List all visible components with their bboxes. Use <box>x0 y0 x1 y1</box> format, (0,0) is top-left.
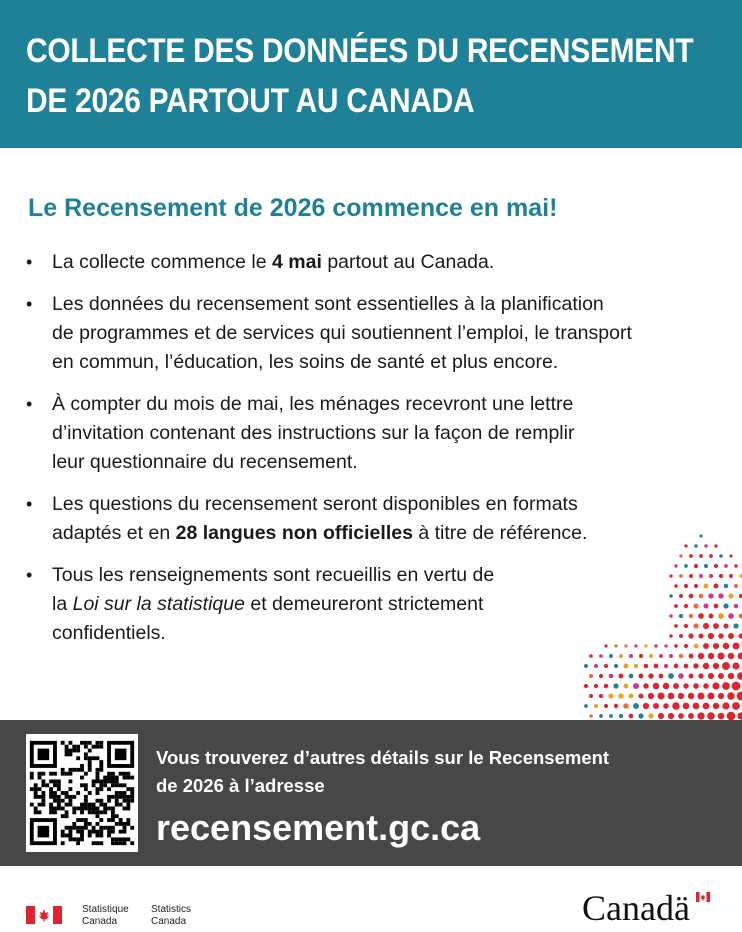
leaf-dot <box>689 554 693 558</box>
bullet-icon: • <box>26 494 33 514</box>
leaf-dot <box>679 574 683 578</box>
leaf-dot <box>688 693 694 699</box>
leaf-dot <box>732 682 741 691</box>
leaf-dot <box>624 684 629 689</box>
leaf-dot <box>723 643 730 650</box>
leaf-dot <box>689 594 694 599</box>
leaf-dot <box>718 713 725 720</box>
leaf-dot <box>589 674 593 678</box>
leaf-dot <box>604 684 609 689</box>
leaf-dot <box>663 683 670 690</box>
leaf-dot <box>674 604 678 608</box>
leaf-dot <box>664 644 667 647</box>
leaf-dot <box>604 664 608 668</box>
leaf-dot <box>733 623 738 628</box>
leaf-dot <box>674 624 678 628</box>
leaf-dot <box>738 633 742 638</box>
leaf-dot <box>729 574 733 578</box>
leaf-dot <box>599 654 603 658</box>
leaf-dot <box>733 643 740 650</box>
leaf-dot <box>683 703 690 710</box>
leaf-dot <box>674 564 678 568</box>
leaf-dot <box>594 684 598 688</box>
leaf-dot <box>679 654 683 658</box>
leaf-dot <box>699 534 702 537</box>
leaf-dot <box>668 713 674 719</box>
leaf-dot <box>703 683 709 689</box>
maple-leaf-dots-graphic <box>580 480 742 720</box>
leaf-dot <box>689 574 693 578</box>
leaf-dot <box>589 694 593 698</box>
leaf-dot <box>664 664 668 668</box>
title-line-1: COLLECTE DES DONNÉES DU RECENSEMENT <box>26 32 694 70</box>
law-name: Loi sur la statistique <box>72 593 245 615</box>
leaf-dot <box>669 594 672 597</box>
leaf-dot <box>684 584 688 588</box>
leaf-dot <box>609 654 613 658</box>
leaf-dot <box>727 712 736 720</box>
list-item-line: adaptés et en 28 langues non officielles à titre de référence. <box>52 522 588 544</box>
info-line-1: Vous trouverez d’autres détails sur le Recensement <box>156 747 610 768</box>
leaf-dot <box>703 663 709 669</box>
leaf-dot <box>584 684 588 688</box>
leaf-dot <box>644 664 648 668</box>
leaf-dot <box>684 664 689 669</box>
bullet-icon: • <box>26 565 33 585</box>
leaf-dot <box>639 674 644 679</box>
info-line-2: de 2026 à l’adresse <box>156 775 325 796</box>
leaf-dot <box>704 544 707 547</box>
leaf-dot <box>707 712 715 720</box>
leaf-dot <box>663 703 669 709</box>
leaf-dot <box>708 593 713 598</box>
leaf-dot <box>704 564 708 568</box>
leaf-dot <box>698 613 704 619</box>
leaf-dot <box>668 693 675 700</box>
list-item-line: À compter du mois de mai, les ménages recevront une lettre <box>52 393 574 415</box>
leaf-dot <box>722 662 730 670</box>
leaf-dot <box>734 604 738 608</box>
leaf-dot <box>709 614 714 619</box>
leaf-dot <box>669 634 672 637</box>
leaf-dot <box>723 603 728 608</box>
leaf-dot <box>714 604 719 609</box>
leaf-dot <box>722 682 730 690</box>
leaf-dot <box>628 693 633 698</box>
leaf-dot <box>728 633 734 639</box>
leaf-dot <box>654 644 657 647</box>
leaf-dot <box>604 704 608 708</box>
leaf-dot <box>724 584 728 588</box>
leaf-dot <box>708 633 714 639</box>
leaf-dot <box>658 713 664 719</box>
leaf-dot <box>609 714 613 718</box>
leaf-dot <box>609 674 614 679</box>
leaf-dot <box>732 702 740 710</box>
leaf-dot <box>669 614 672 617</box>
leaf-dot <box>722 702 729 709</box>
list-item-line: confidentiels. <box>52 622 166 644</box>
leaf-dot <box>689 614 693 618</box>
leaf-dot <box>704 604 709 609</box>
title-line-2: DE 2026 PARTOUT AU CANADA <box>26 82 475 120</box>
leaf-dot <box>668 673 674 679</box>
list-item <box>24 290 714 377</box>
leaf-dot <box>689 674 694 679</box>
list-item <box>24 248 714 277</box>
qr-code-icon[interactable] <box>26 734 138 852</box>
leaf-dot <box>629 654 633 658</box>
wordmark-flag-icon <box>696 892 710 902</box>
leaf-dot <box>619 654 623 658</box>
leaf-dot <box>623 703 629 709</box>
leaf-dot <box>599 674 603 678</box>
leaf-dot <box>693 703 700 710</box>
leaf-dot <box>697 692 704 699</box>
leaf-dot <box>707 692 714 699</box>
leaf-dot <box>689 654 694 659</box>
leaf-dot <box>694 564 698 568</box>
leaf-dot <box>684 644 688 648</box>
leaf-dot <box>679 614 683 618</box>
leaf-dot <box>648 693 654 699</box>
leaf-dot <box>693 663 698 668</box>
leaf-dot <box>614 644 617 647</box>
section-subtitle: Le Recensement de 2026 commence en mai! <box>28 194 558 222</box>
languages-count: 28 langues non officielles <box>175 522 413 544</box>
leaf-dot <box>653 683 660 690</box>
leaf-dot <box>638 713 643 718</box>
list-item-line: Tous les renseignements sont recueillis en vertu de <box>52 564 495 586</box>
leaf-dot <box>684 564 688 568</box>
leaf-dot <box>648 713 653 718</box>
leaf-dot <box>672 702 679 709</box>
leaf-dot <box>738 653 742 660</box>
leaf-dot <box>678 713 684 719</box>
leaf-dot <box>584 704 588 708</box>
leaf-dot <box>624 644 627 647</box>
leaf-dot <box>694 584 698 588</box>
leaf-dot <box>684 604 688 608</box>
leaf-dot <box>718 593 723 598</box>
leaf-dot <box>713 623 719 629</box>
leaf-dot <box>727 692 735 700</box>
list-item-line: la Loi sur la statistique et demeureront strictement <box>52 593 484 615</box>
leaf-dot <box>708 653 714 659</box>
leaf-dot <box>643 703 649 709</box>
leaf-dot <box>634 644 637 647</box>
leaf-dot <box>589 654 593 658</box>
leaf-dot <box>679 634 683 638</box>
leaf-dot <box>674 644 678 648</box>
list-item <box>24 390 714 477</box>
leaf-dot <box>694 544 697 547</box>
leaf-dot <box>723 623 728 628</box>
canada-flag-icon <box>26 906 62 924</box>
leaf-dot <box>719 554 723 558</box>
leaf-dot <box>709 554 713 558</box>
leaf-dot <box>703 703 710 710</box>
leaf-dot <box>599 694 603 698</box>
leaf-dot <box>599 714 603 718</box>
leaf-dot <box>694 644 699 649</box>
leaf-dot <box>608 693 613 698</box>
leaf-dot <box>737 692 742 701</box>
leaf-dot <box>633 683 639 689</box>
leaf-dot <box>712 682 719 689</box>
leaf-dot <box>697 712 704 719</box>
leaf-dot <box>659 654 663 658</box>
leaf-dot <box>649 654 653 658</box>
leaf-dot <box>729 594 734 599</box>
website-link[interactable]: recensement.gc.ca <box>156 807 481 848</box>
leaf-dot <box>619 674 624 679</box>
leaf-dot <box>684 544 687 547</box>
leaf-dot <box>674 584 678 588</box>
leaf-dot <box>613 683 618 688</box>
leaf-dot <box>604 644 607 647</box>
leaf-dot <box>718 673 724 679</box>
leaf-dot <box>629 714 634 719</box>
leaf-dot <box>618 693 623 698</box>
info-text <box>156 744 609 800</box>
dept-name-en: Statistics Canada <box>151 904 192 927</box>
leaf-dot <box>644 644 647 647</box>
leaf-dot <box>693 683 699 689</box>
list-item-line: Les questions du recensement seront disponibles en formats <box>52 493 578 515</box>
leaf-dot <box>673 683 679 689</box>
leaf-dot <box>678 693 684 699</box>
leaf-dot <box>732 662 739 669</box>
leaf-dot <box>729 554 732 557</box>
leaf-dot <box>704 584 709 589</box>
leaf-dot <box>657 692 664 699</box>
page-title <box>26 26 694 126</box>
leaf-dot <box>619 714 623 718</box>
leaf-dot <box>653 703 659 709</box>
list-item-line: d’invitation contenant des instructions sur la façon de remplir <box>52 422 575 444</box>
list-item-line: Les données du recensement sont essentielles à la planification <box>52 293 604 315</box>
leaf-dot <box>699 574 703 578</box>
leaf-dot <box>594 664 598 668</box>
leaf-dot <box>714 564 718 568</box>
leaf-dot <box>737 672 742 680</box>
leaf-dot <box>713 663 719 669</box>
leaf-dot <box>699 554 703 558</box>
leaf-dot <box>683 683 688 688</box>
leaf-dot <box>669 654 673 658</box>
footer-info-band <box>0 720 742 866</box>
leaf-dot <box>633 703 639 709</box>
leaf-dot <box>734 564 737 567</box>
leaf-dot <box>714 544 717 547</box>
leaf-dot <box>713 643 719 649</box>
leaf-dot <box>589 714 592 717</box>
leaf-dot <box>643 683 648 688</box>
leaf-dot <box>679 554 682 557</box>
leaf-dot <box>669 574 672 577</box>
start-date: 4 mai <box>272 251 322 273</box>
leaf-dot <box>698 633 703 638</box>
leaf-dot <box>584 664 588 668</box>
leaf-dot <box>674 664 679 669</box>
leaf-dot <box>639 654 643 658</box>
leaf-dot <box>724 564 728 568</box>
leaf-dot <box>684 624 688 628</box>
list-item-line: La collecte commence le 4 mai partout au Canada. <box>52 251 495 273</box>
bullet-icon: • <box>26 294 33 314</box>
leaf-dot <box>699 594 704 599</box>
leaf-dot <box>713 583 718 588</box>
leaf-dot <box>638 693 643 698</box>
leaf-dot <box>709 574 713 578</box>
list-item-line: en commun, l’éducation, les soins de santé et plus encore. <box>52 351 559 373</box>
leaf-dot <box>594 704 598 708</box>
leaf-dot <box>728 673 734 679</box>
leaf-dot <box>698 653 704 659</box>
list-item-line: de programmes et de services qui soutiennent l’emploi, le transport <box>52 322 632 344</box>
leaf-dot <box>679 594 683 598</box>
bullet-icon: • <box>26 394 33 414</box>
leaf-dot <box>648 673 653 678</box>
leaf-dot <box>703 623 709 629</box>
leaf-dot <box>719 574 723 578</box>
leaf-dot <box>678 673 684 679</box>
leaf-dot <box>634 664 638 668</box>
leaf-dot <box>718 613 724 619</box>
leaf-dot <box>688 713 694 719</box>
leaf-dot <box>728 653 735 660</box>
leaf-dot <box>693 603 698 608</box>
leaf-dot <box>708 673 714 679</box>
leaf-dot <box>693 623 698 628</box>
dept-name-fr: Statistique Canada <box>82 904 129 927</box>
canada-wordmark: Canadä <box>582 888 690 928</box>
leaf-dot <box>703 643 709 649</box>
leaf-dot <box>614 704 618 708</box>
leaf-dot <box>614 664 618 668</box>
leaf-dot <box>698 673 703 678</box>
leaf-dot <box>624 664 629 669</box>
leaf-dot <box>728 613 734 619</box>
leaf-dot <box>688 633 693 638</box>
leaf-dot <box>713 703 719 709</box>
leaf-dot <box>654 664 659 669</box>
leaf-dot <box>659 674 664 679</box>
list-item-line: leur questionnaire du recensement. <box>52 451 358 473</box>
leaf-dot <box>737 712 742 719</box>
leaf-dot <box>734 584 738 588</box>
leaf-dot <box>718 693 724 699</box>
leaf-dot <box>718 633 723 638</box>
leaf-dot <box>718 653 725 660</box>
header-banner <box>0 0 742 148</box>
bullet-icon: • <box>26 252 33 272</box>
leaf-dot <box>629 674 634 679</box>
